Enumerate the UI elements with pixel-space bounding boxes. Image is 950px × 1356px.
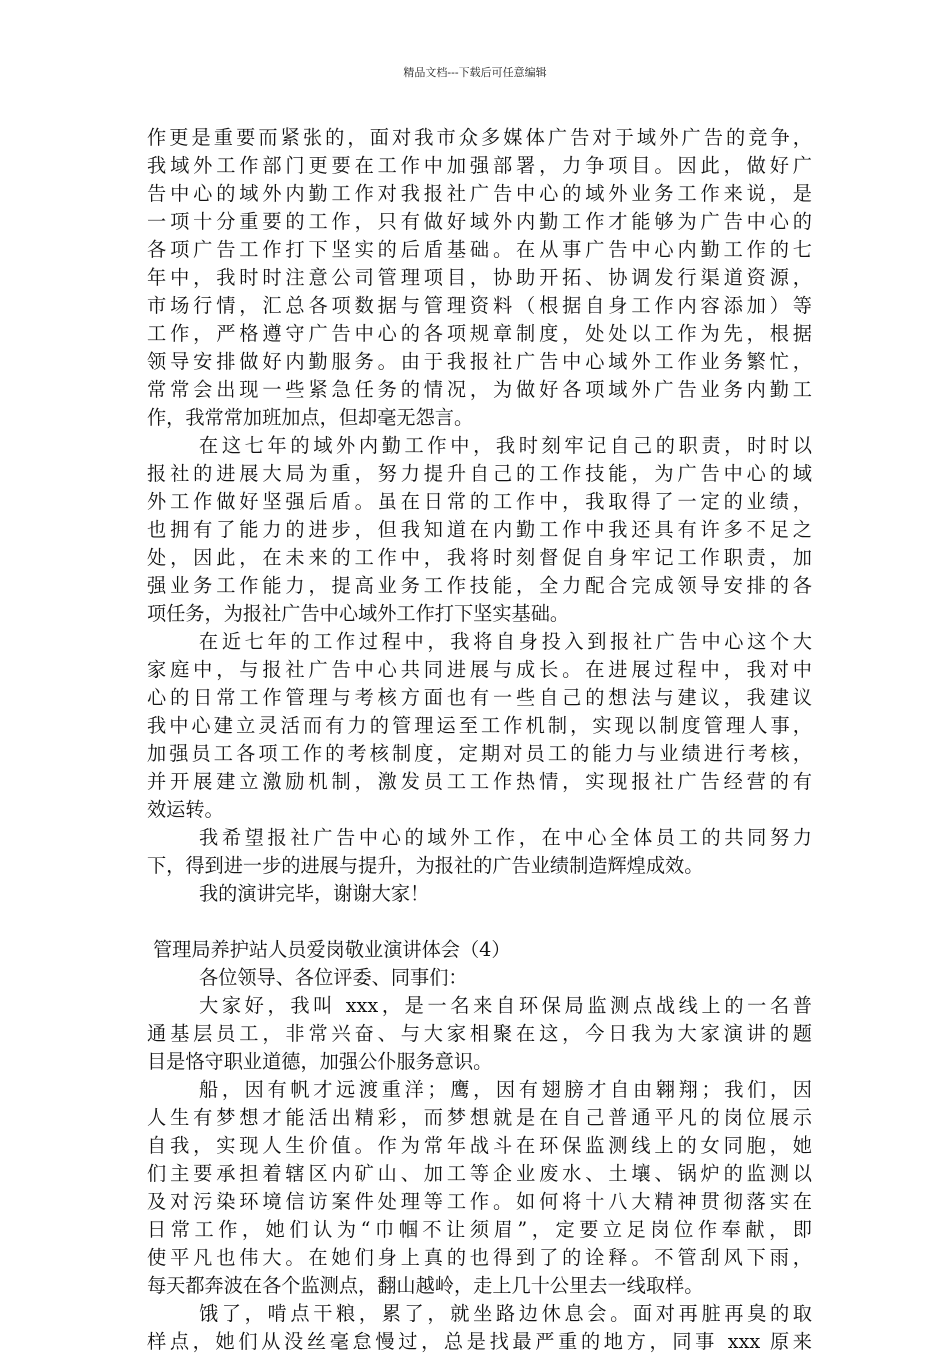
text-line: 使平凡也伟大。在她们身上真的也得到了的诠释。不管刮风下雨，: [147, 1246, 812, 1269]
text-line: 在近七年的工作过程中，我将自身投入到报社广告中心这个大: [199, 630, 812, 653]
text-line: 告中心的域外内勤工作对我报社广告中心的域外业务工作来说，是: [147, 182, 812, 205]
paragraph: [147, 124, 812, 432]
text-line: 各位领导、各位评委、同事们：: [199, 966, 468, 989]
text-line: 饿了，啃点干粮，累了，就坐路边休息会。面对再脏再臭的取: [199, 1302, 812, 1325]
text-line: 我的演讲完毕，谢谢大家！: [199, 882, 430, 905]
text-line: 效运转。: [147, 798, 224, 821]
text-line: 外工作做好坚强后盾。虽在日常的工作中，我取得了一定的业绩，: [147, 490, 812, 513]
blank-line: [147, 908, 812, 936]
text-line: 项任务，为报社广告中心域外工作打下坚实基础。: [147, 602, 570, 625]
paragraph: [147, 964, 812, 992]
text-line: 工作，严格遵守广告中心的各项规章制度，处处以工作为先，根据: [147, 322, 812, 345]
text-line: 及对污染环境信访案件处理等工作。如何将十八大精神贯彻落实在: [147, 1190, 812, 1213]
paragraph: [147, 1300, 812, 1356]
text-line: 家庭中，与报社广告中心共同进展与成长。在进展过程中，我对中: [147, 658, 812, 681]
text-line: 强业务工作能力，提高业务工作技能，全力配合完成领导安排的各: [147, 574, 812, 597]
paragraph: [147, 880, 812, 908]
text-line: 我希望报社广告中心的域外工作，在中心全体员工的共同努力: [199, 826, 812, 849]
text-line: 样点，她们从没丝毫怠慢过，总是找最严重的地方，同事 xxx 原来: [147, 1330, 812, 1353]
paragraph: [147, 992, 812, 1076]
text-line: 我域外工作部门更要在工作中加强部署，力争项目。因此，做好广: [147, 154, 812, 177]
paragraph: [147, 1076, 812, 1300]
text-line: 通基层员工，非常兴奋、与大家相聚在这，今日我为大家演讲的题: [147, 1022, 812, 1045]
text-line: 加强员工各项工作的考核制度，定期对员工的能力与业绩进行考核，: [147, 742, 812, 765]
text-line: 自我，实现人生价值。作为常年战斗在环保监测线上的女同胞，她: [147, 1134, 812, 1157]
document-body: [147, 124, 812, 1356]
text-line: 常常会出现一些紧急任务的情况，为做好各项域外广告业务内勤工: [147, 378, 812, 401]
text-line: 船，因有帆才远渡重洋；鹰，因有翅膀才自由翱翔；我们，因: [199, 1078, 812, 1101]
text-line: 作，我常常加班加点，但却毫无怨言。: [147, 406, 474, 429]
paragraph: [147, 824, 812, 880]
text-line: 们主要承担着辖区内矿山、加工等企业废水、土壤、锅炉的监测以: [147, 1162, 812, 1185]
text-line: 报社的进展大局为重，努力提升自己的工作技能，为广告中心的域: [147, 462, 812, 485]
section-title: 管理局养护站人员爱岗敬业演讲体会（4）: [153, 938, 511, 961]
text-line: 我中心建立灵活而有力的管理运至工作机制，实现以制度管理人事，: [147, 714, 812, 737]
paragraph: [147, 432, 812, 628]
text-line: 心的日常工作管理与考核方面也有一些自己的想法与建议，我建议: [147, 686, 812, 709]
text-line: 各项广告工作打下坚实的后盾基础。在从事广告中心内勤工作的七: [147, 238, 812, 261]
page-header: 精品文档---下载后可任意编辑: [403, 66, 547, 79]
text-line: 作更是重要而紧张的，面对我市众多媒体广告对于域外广告的竞争，: [147, 126, 812, 149]
text-line: 也拥有了能力的进步，但我知道在内勤工作中我还具有许多不足之: [147, 518, 812, 541]
text-line: 处，因此，在未来的工作中，我将时刻督促自身牢记工作职责，加: [147, 546, 812, 569]
text-line: 年中，我时时注意公司管理项目，协助开拓、协调发行渠道资源，: [147, 266, 812, 289]
text-line: 一项十分重要的工作，只有做好域外内勤工作才能够为广告中心的: [147, 210, 812, 233]
text-line: 人生有梦想才能活出精彩，而梦想就是在自己普通平凡的岗位展示: [147, 1106, 812, 1129]
text-line: 每天都奔波在各个监测点，翻山越岭，走上几十公里去一线取样。: [147, 1274, 704, 1297]
text-line: 并开展建立激励机制，激发员工工作热情，实现报社广告经营的有: [147, 770, 812, 793]
text-line: 日常工作，她们认为“巾帼不让须眉”，定要立足岗位作奉献，即: [147, 1218, 812, 1241]
text-line: 在这七年的域外内勤工作中，我时刻牢记自己的职责，时时以: [199, 434, 812, 457]
text-line: 目是恪守职业道德，加强公仆服务意识。: [147, 1050, 493, 1073]
text-line: 领导安排做好内勤服务。由于我报社广告中心域外工作业务繁忙，: [147, 350, 812, 373]
text-line: 大家好，我叫 xxx，是一名来自环保局监测点战线上的一名普: [199, 994, 812, 1017]
text-line: 下，得到进一步的进展与提升，为报社的广告业绩制造辉煌成效。: [147, 854, 704, 877]
text-line: 市场行情，汇总各项数据与管理资料（根据自身工作内容添加）等: [147, 294, 812, 317]
paragraph: [147, 628, 812, 824]
